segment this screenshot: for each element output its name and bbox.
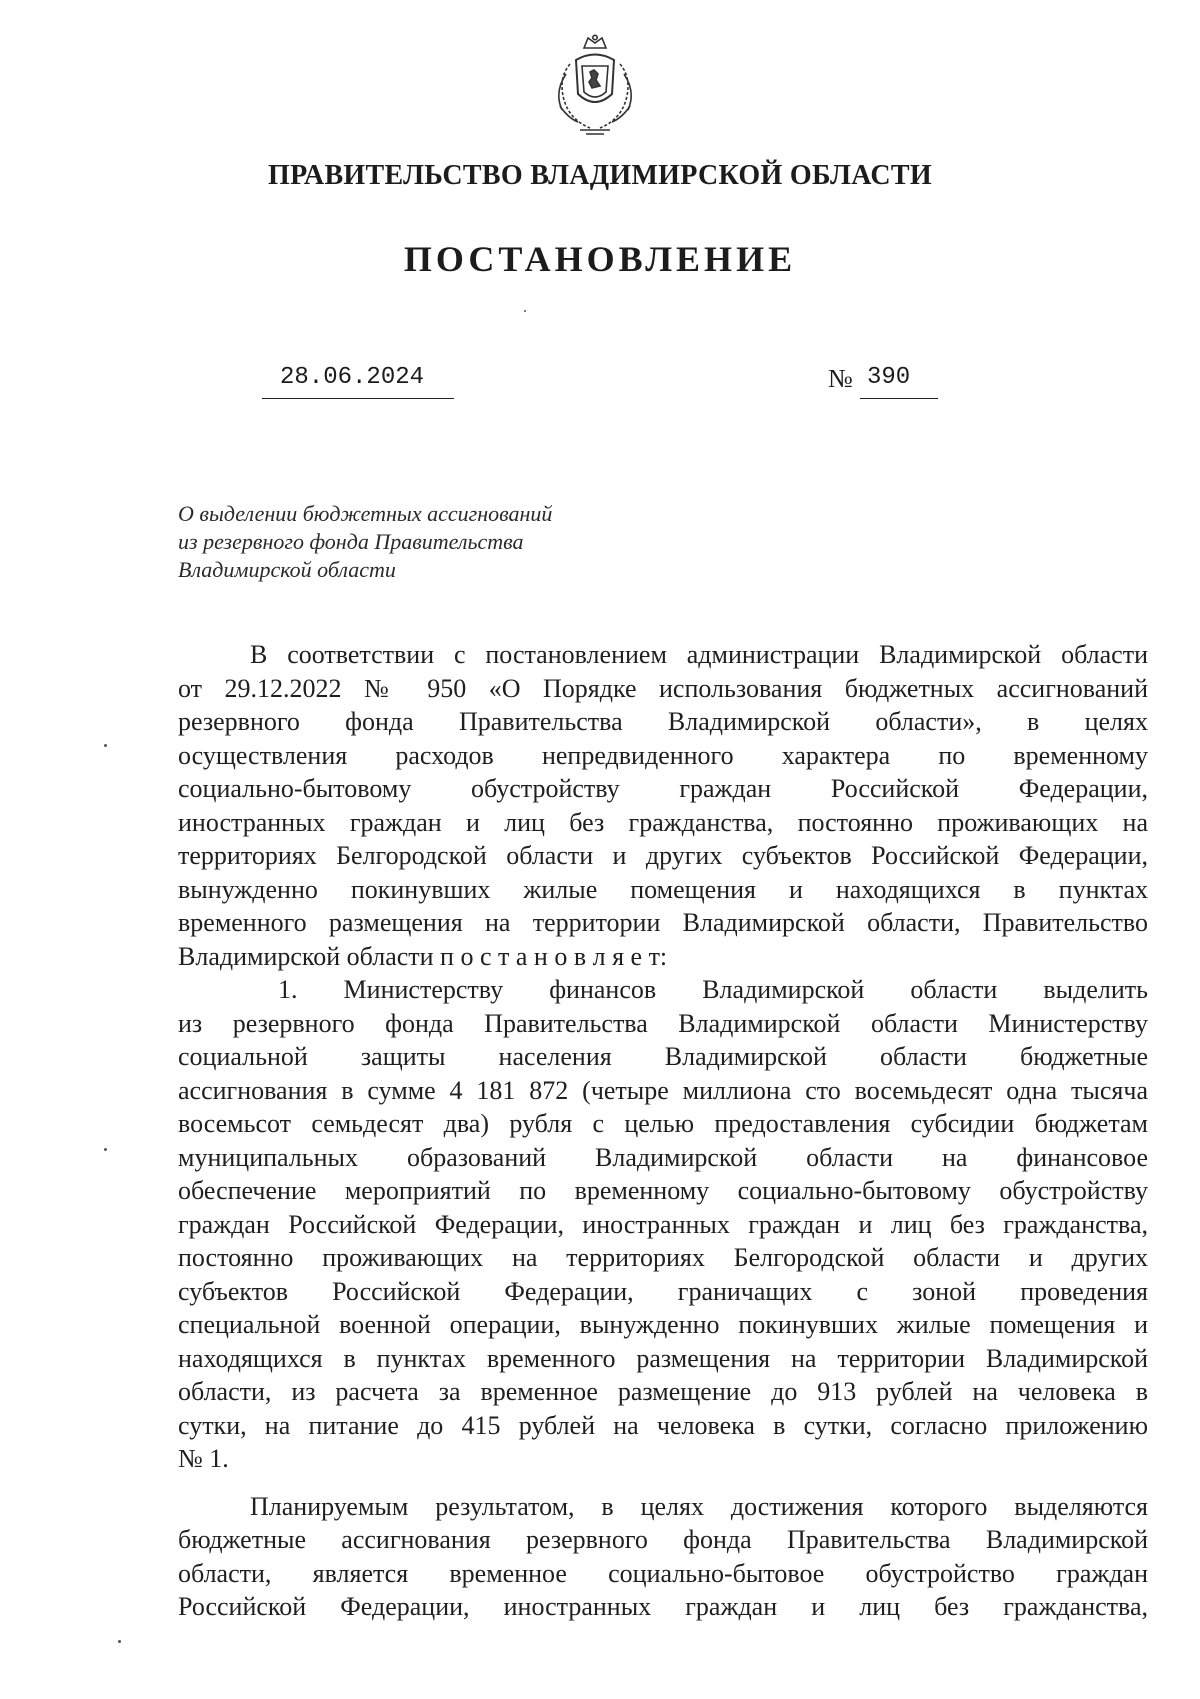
- body-line: социально-бытовому обустройству граждан Российской Федерации,: [178, 774, 1148, 803]
- scan-speck: [524, 310, 526, 312]
- subject-line: О выделении бюджетных ассигнований: [178, 501, 553, 526]
- body-line: области, из расчета за временное размещение до 913 рублей на человека в: [178, 1377, 1148, 1406]
- paragraph-preamble: [178, 638, 1148, 973]
- subject-line: Владимирской области: [178, 557, 396, 582]
- document-date: 28.06.2024: [280, 364, 425, 391]
- body-line: № 1.: [178, 1444, 229, 1473]
- scan-speck: [104, 744, 107, 747]
- paragraph-result: [178, 1490, 1148, 1624]
- body-line: специальной военной операции, вынужденно покинувших жилые помещения и: [178, 1310, 1148, 1339]
- body-line: граждан Российской Федерации, иностранных граждан и лиц без гражданства,: [178, 1209, 1148, 1239]
- paragraph-gap: [178, 1476, 1148, 1490]
- subject-block: [178, 500, 608, 584]
- coat-of-arms-emblem: [540, 34, 650, 140]
- body-line: области, является временное социально-бытовое обустройство граждан: [178, 1558, 1148, 1588]
- body-line: резервного фонда Правительства Владимирской области», в целях: [178, 707, 1148, 736]
- body-line: восемьсот семьдесят два) рубля с целью предоставления субсидии бюджетам: [178, 1109, 1148, 1138]
- document-type-heading: ПОСТАНОВЛЕНИЕ: [403, 239, 797, 279]
- body-line: иностранных граждан и лиц без гражданства, постоянно проживающих на: [178, 807, 1148, 837]
- body-line: Планируемым результатом, в целях достижения которого выделяются: [250, 1491, 1148, 1521]
- paragraph-item-1: [178, 973, 1148, 1476]
- body-line: сутки, на питание до 415 рублей на человека в сутки, согласно приложению: [178, 1410, 1148, 1440]
- government-title: ПРАВИТЕЛЬСТВО ВЛАДИМИРСКОЙ ОБЛАСТИ: [268, 160, 932, 191]
- scan-speck: [118, 1640, 121, 1643]
- body-line: вынужденно покинувших жилые помещения и находящихся в пунктах: [178, 874, 1148, 904]
- body-line: субъектов Российской Федерации, граничащих с зоной проведения: [178, 1276, 1148, 1306]
- body-line: муниципальных образований Владимирской области на финансовое: [178, 1142, 1148, 1172]
- body-line: социальной защиты населения Владимирской области бюджетные: [178, 1042, 1148, 1071]
- body-line: 1. Министерству финансов Владимирской области выделить: [278, 975, 1148, 1004]
- body-line: осуществления расходов непредвиденного характера по временному: [178, 740, 1148, 770]
- body-line: бюджетные ассигнования резервного фонда Правительства Владимирской: [178, 1525, 1148, 1554]
- number-sign: №: [828, 364, 853, 393]
- document-body: [178, 638, 1148, 1624]
- subject-line: из резервного фонда Правительства: [178, 529, 524, 554]
- document-number: 390: [867, 364, 911, 391]
- body-line: Владимирской области п о с т а н о в л я е т:: [178, 941, 668, 971]
- body-line: из резервного фонда Правительства Владимирской области Министерству: [178, 1008, 1148, 1038]
- scan-speck: [104, 1148, 107, 1151]
- body-line: временного размещения на территории Владимирской области, Правительство: [178, 908, 1148, 937]
- body-line: Российской Федерации, иностранных граждан и лиц без гражданства,: [178, 1592, 1148, 1621]
- body-line: постоянно проживающих на территориях Белгородской области и других: [178, 1243, 1148, 1272]
- body-line: территориях Белгородской области и других субъектов Российской Федерации,: [178, 841, 1148, 870]
- body-line: В соответствии с постановлением администрации Владимирской области: [250, 640, 1148, 669]
- body-line: обеспечение мероприятий по временному социально-бытовому обустройству: [178, 1176, 1148, 1205]
- body-line: ассигнования в сумме 4 181 872 (четыре миллиона сто восемьдесят одна тысяча: [178, 1075, 1148, 1105]
- body-line: находящихся в пунктах временного размещения на территории Владимирской: [178, 1343, 1148, 1373]
- body-line: от 29.12.2022 № 950 «О Порядке использования бюджетных ассигнований: [178, 673, 1148, 703]
